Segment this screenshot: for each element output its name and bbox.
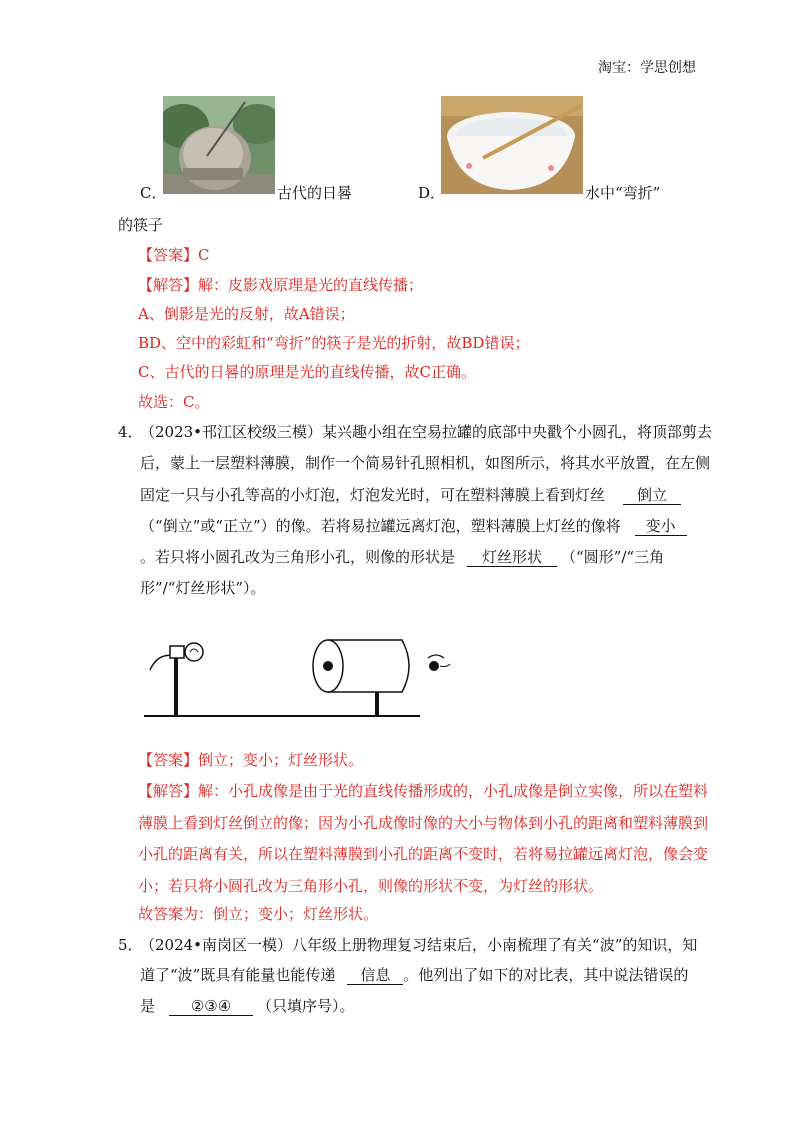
q5-line-2 (140, 965, 688, 985)
q4-analysis-label: 【解答】 (138, 782, 199, 800)
q4-line-3-text: 固定一只与小孔等高的小灯泡，灯泡发光时，可在塑料薄膜上看到灯丝 (140, 486, 606, 504)
q4-line-3 (140, 485, 681, 505)
q5-blank-1: 信息 (347, 966, 403, 985)
q5-line-2-text: 道了“波”既具有能量也能传递 (140, 966, 336, 984)
header-shop-label: 淘宝：学思创想 (598, 60, 696, 76)
q5-line-3 (140, 996, 355, 1016)
q3-analysis-label: 【解答】 (138, 276, 199, 294)
eye-lash (440, 664, 450, 667)
option-d-continuation: 的筷子 (118, 216, 164, 234)
q4-final-answer: 故答案为：倒立；变小；灯丝形状。 (138, 905, 379, 923)
option-c-letter: C． (140, 184, 167, 202)
q4-line-4 (140, 516, 687, 536)
pinhole (323, 661, 333, 671)
q3-answer: 【答案】C (138, 246, 210, 264)
q5-line-2-tail: 。他列出了如下的对比表，其中说法错误的 (403, 966, 689, 984)
q3-analysis-line-5: 故选：C。 (138, 393, 210, 411)
q4-blank-1: 倒立 (623, 486, 681, 505)
q4-analysis-line-1 (138, 781, 708, 801)
q3-analysis-line-2: A、倒影是光的反射，故A错误； (138, 305, 355, 323)
q5-line-1: （2024•南岗区一模）八年级上册物理复习结束后，小南梳理了有关“波”的知识，知 (140, 936, 698, 954)
q4-line-1: （2023•邗江区校级三模）某兴趣小组在空易拉罐的底部中央戳个小圆孔，将顶部剪去 (140, 423, 713, 441)
q3-analysis-line-1 (138, 275, 423, 295)
eye-brow (428, 655, 444, 658)
sundial-photo (163, 96, 275, 194)
eye-icon (429, 661, 439, 671)
option-c-text: 古代的日晷 (277, 184, 353, 202)
q4-line-6: 形”/“灯丝形状”）。 (140, 579, 266, 597)
bowl-chopstick-photo (441, 96, 583, 194)
q5-number: 5． (118, 936, 143, 954)
q3-analysis-line-3: BD、空中的彩虹和“弯折”的筷子是光的折射，故BD错误； (138, 334, 530, 352)
q5-line-3-text: 是 (140, 997, 156, 1015)
q4-blank-2: 变小 (635, 517, 687, 536)
q4-line-2: 后，蒙上一层塑料薄膜，制作一个简易针孔照相机，如图所示，将其水平放置，在左侧 (140, 454, 711, 472)
pinhole-camera-diagram (140, 630, 460, 720)
q4-line-4-text: （“倒立”或“正立”）的像。若将易拉罐远离灯泡，塑料薄膜上灯丝的像将 (140, 517, 621, 535)
q5-blank-2: ②③④ (169, 997, 253, 1016)
q4-answer: 【答案】倒立；变小；灯丝形状。 (138, 751, 364, 769)
q4-line-5-tail: （“圆形”/“三角 (561, 548, 665, 566)
option-d-text: 水中“弯折” (585, 184, 661, 202)
q4-line-5 (140, 547, 664, 567)
option-d-letter: D． (418, 184, 446, 202)
q4-analysis-line-4: 小；若只将小圆孔改为三角形小孔，则像的形状不变，为灯丝的形状。 (138, 877, 604, 895)
q4-number: 4． (118, 423, 143, 441)
q4-analysis-line-2: 薄膜上看到灯丝倒立的像；因为小孔成像时像的大小与物体到小孔的距离和塑料薄膜到 (138, 814, 709, 832)
q4-blank-3: 灯丝形状 (467, 548, 557, 567)
q5-line-3-tail: （只填序号）。 (257, 997, 355, 1015)
bulb-icon (185, 643, 203, 661)
q4-analysis-line-3: 小孔的距离有关，所以在塑料薄膜到小孔的距离不变时，若将易拉罐远离灯泡，像会变 (138, 845, 709, 863)
q4-analysis-text: 解：小孔成像是由于光的直线传播形成的，小孔成像是倒立实像，所以在塑料 (198, 782, 709, 800)
q3-analysis-text: 解：皮影戏原理是光的直线传播； (198, 276, 424, 294)
q3-analysis-line-4: C、古代的日晷的原理是光的直线传播，故C正确。 (138, 363, 476, 381)
bulb-socket (170, 646, 184, 658)
q4-line-5-text: 。若只将小圆孔改为三角形小孔，则像的形状是 (140, 548, 456, 566)
